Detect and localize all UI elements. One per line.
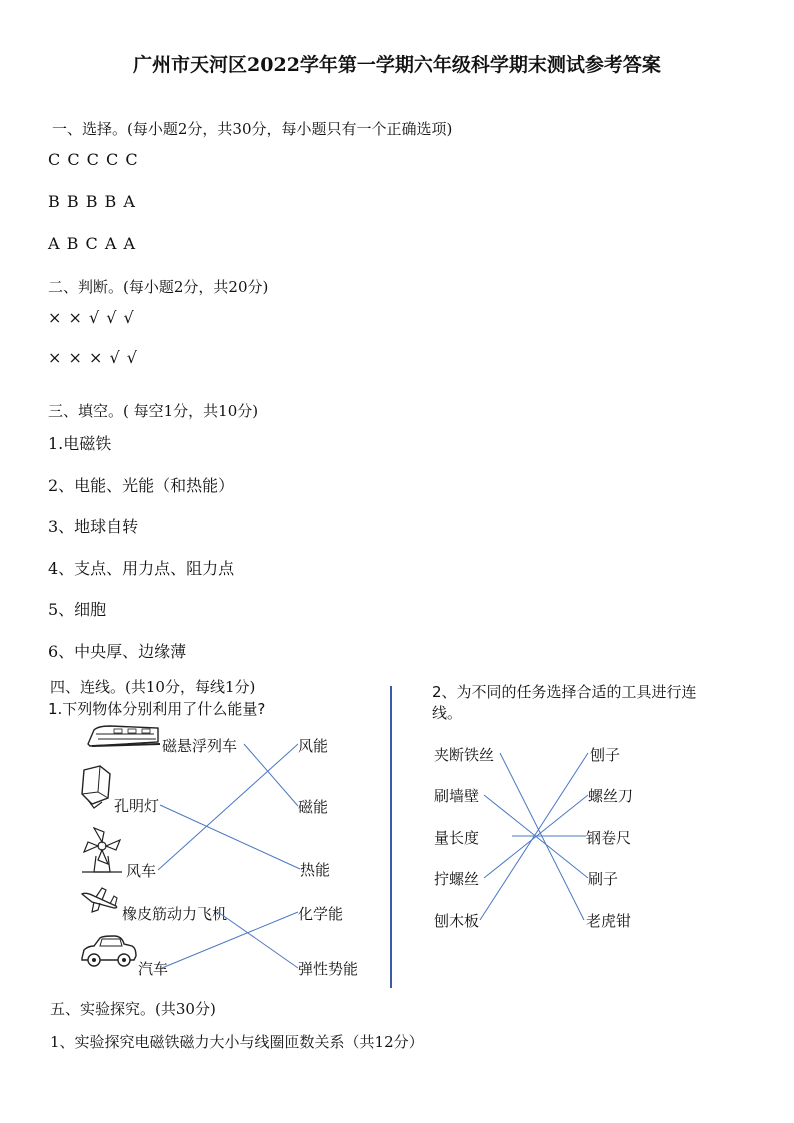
energy-match-line-3 — [158, 744, 298, 870]
object-label-windmill: 风车 — [126, 862, 157, 880]
energy-label-wind: 风能 — [298, 737, 329, 755]
task-label-screw: 拧螺丝 — [434, 870, 480, 888]
experiment-q1: 1、实验探究电磁铁磁力大小与线圈匝数关系（共12分） — [50, 1033, 424, 1051]
tool-label-pliers: 老虎钳 — [586, 912, 632, 930]
task-label-plane-wood: 刨木板 — [434, 912, 480, 930]
fill-answer-3: 3、地球自转 — [48, 517, 139, 536]
choice-answers-row-3: A B C A A — [48, 234, 137, 253]
matching-q1-prompt: 1.下列物体分别利用了什么能量? — [48, 700, 266, 718]
fill-answer-2: 2、电能、光能（和热能） — [48, 476, 235, 495]
matching-q2-prompt-line1: 2、为不同的任务选择合适的工具进行连 — [432, 683, 697, 701]
task-label-measure: 量长度 — [434, 829, 480, 847]
tool-label-brush: 刷子 — [588, 870, 619, 888]
section-5-heading: 五、实验探究。(共30分) — [50, 1000, 216, 1018]
section-3-heading: 三、填空。( 每空1分，共10分) — [48, 402, 259, 420]
energy-label-chemical: 化学能 — [298, 905, 344, 923]
energy-label-elastic: 弹性势能 — [298, 960, 359, 978]
section-1-heading: 一、选择。(每小题2分，共30分，每小题只有一个正确选项) — [52, 120, 453, 138]
energy-label-magnetic: 磁能 — [298, 798, 329, 816]
judge-answers-row-2: × × × √ √ — [48, 348, 138, 367]
choice-answers-row-1: C C C C C — [48, 150, 139, 169]
object-label-rubber-plane: 橡皮筋动力飞机 — [122, 905, 228, 923]
section-2-heading: 二、判断。(每小题2分，共20分) — [48, 278, 269, 296]
tool-label-screwdriver: 螺丝刀 — [588, 787, 634, 805]
fill-answer-5: 5、细胞 — [48, 600, 107, 619]
energy-match-line-1 — [244, 744, 298, 806]
task-label-cut-wire: 夹断铁丝 — [434, 746, 495, 764]
task-label-paint-wall: 刷墙壁 — [434, 787, 480, 805]
fill-answer-4: 4、支点、用力点、阻力点 — [48, 559, 235, 578]
section-4-heading: 四、连线。(共10分，每线1分) — [50, 678, 256, 696]
object-label-maglev: 磁悬浮列车 — [162, 737, 238, 755]
tool-label-tape-measure: 钢卷尺 — [586, 829, 632, 847]
judge-answers-row-1: × × √ √ √ — [48, 308, 135, 327]
page-title: 广州市天河区2022学年第一学期六年级科学期末测试参考答案 — [133, 54, 661, 76]
energy-label-heat: 热能 — [300, 861, 331, 879]
energy-match-line-2 — [160, 805, 300, 869]
object-label-lantern: 孔明灯 — [114, 797, 160, 815]
fill-answer-6: 6、中央厚、边缘薄 — [48, 642, 187, 661]
object-label-car: 汽车 — [138, 960, 169, 978]
choice-answers-row-2: B B B B A — [48, 192, 136, 211]
matching-q2-prompt-line2: 线。 — [432, 704, 463, 722]
fill-answer-1: 1.电磁铁 — [48, 434, 112, 453]
tool-label-plane: 刨子 — [590, 746, 621, 764]
